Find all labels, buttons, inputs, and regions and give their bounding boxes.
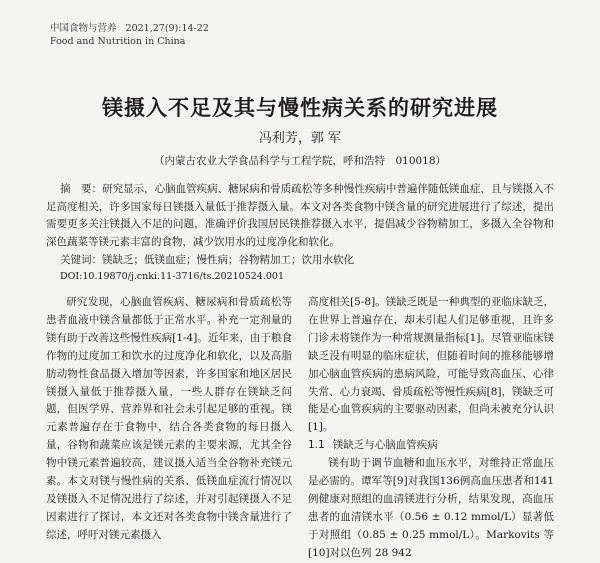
article-affiliation: （内蒙古农业大学食品科学与工程学院，呼和浩特 010018） — [153, 155, 447, 167]
section-number: 1.1 — [308, 439, 325, 452]
article-authors: 冯利芳，郭 军 — [258, 131, 342, 146]
keywords-label: 关键词： — [60, 254, 102, 266]
journal-header — [50, 22, 215, 48]
section-heading — [308, 437, 554, 455]
journal-name-en: Food and Nutrition in China — [50, 36, 186, 47]
article-title: 镁摄入不足及其与慢性病关系的研究进展 — [102, 96, 498, 120]
abstract-label: 摘 要： — [60, 183, 103, 195]
section-paragraph: 镁有助于调节血糖和血压水平，对维持正常血压是必需的。谭军等[9]对我国136例高血压患者和141例健康对照组的血清镁进行分析，结果发现，高血压患者的血清镁水平（0.56 ± 0.12 mmol/L）显著低于对照组（0.85 ± 0.25 mmol/L）。Markovits 等[10]对以色列 28 942 — [308, 457, 554, 559]
paragraph-continuation: 高度相关[5-8]。镁缺乏既是一种典型的亚临床缺乏，在世界上普遍存在，却未引起人们足够重视，且许多门诊未将镁作为一种常规测量指标[1]。尽管亚临床镁缺乏没有明显的临床症状，但随着时间的推移能够增加心脑血管疾病的患病风险，可能导致高血压、心律失常、心力衰竭、骨质疏松等慢性疾病[8]，镁缺乏可能是心血管疾病的主要驱动因素，但尚未被充分认识[1]。 — [308, 296, 554, 434]
journal-citation: 2021,27(9):14-22 — [125, 23, 209, 34]
body-left-column — [46, 294, 292, 545]
journal-name-cn: 中国食物与营养 — [50, 23, 117, 34]
section-title: 镁缺乏与心脑血管疾病 — [332, 439, 438, 452]
keywords-text: 镁缺乏；低镁血症；慢性病；谷物精加工；饮用水软化 — [102, 254, 354, 266]
doi: DOI:10.19870/j.cnki.11-3716/ts.20210524.001 — [60, 271, 285, 282]
abstract-text: 研究显示，心脑血管疾病、糖尿病和骨质疏松等多种慢性疾病中普遍伴随低镁血症，且与镁摄入不足高度相关，许多国家每日镁摄入量低于推荐摄入量。本文对各类食物中镁含量的研究进展进行了综述，提出需要更多关注镁摄入不足的问题，准确评价我国居民镁推荐摄入水平，提倡减少谷物精加工，多摄入全谷物和深色蔬菜等镁元素丰富的食物，减少饮用水的过度净化和软化。 — [46, 183, 555, 249]
abstract — [46, 181, 554, 252]
body-right-column — [308, 294, 554, 563]
keywords — [60, 252, 554, 270]
intro-paragraph: 研究发现，心脑血管疾病、糖尿病和骨质疏松等患者血液中镁含量都低于正常水平。补充一定剂量的镁有助于改善这些慢性疾病[1-4]。近年来，由于粮食作物的过度加工和饮水的过度净化和软化，以及高脂肪动物性食品摄入增加等因素，许多国家和地区居民镁摄入量低于推荐摄入量，一些人群存在镁缺乏问题，但医学界、营养界和社会未引起足够的重视。镁元素普遍存在于食物中，结合各类食物的每日摄入量，谷物和蔬菜应该是镁元素的主要来源，尤其全谷物中镁元素普遍较高，建议摄入适当全谷物补充镁元素。本文对镁与慢性病的关系、低镁血症流行情况以及镁摄入不足情况进行了综述，并对引起镁摄入不足因素进行了探讨，本文还对各类食物中镁含量进行了综述，呼吁对镁元素摄入 — [46, 296, 292, 541]
